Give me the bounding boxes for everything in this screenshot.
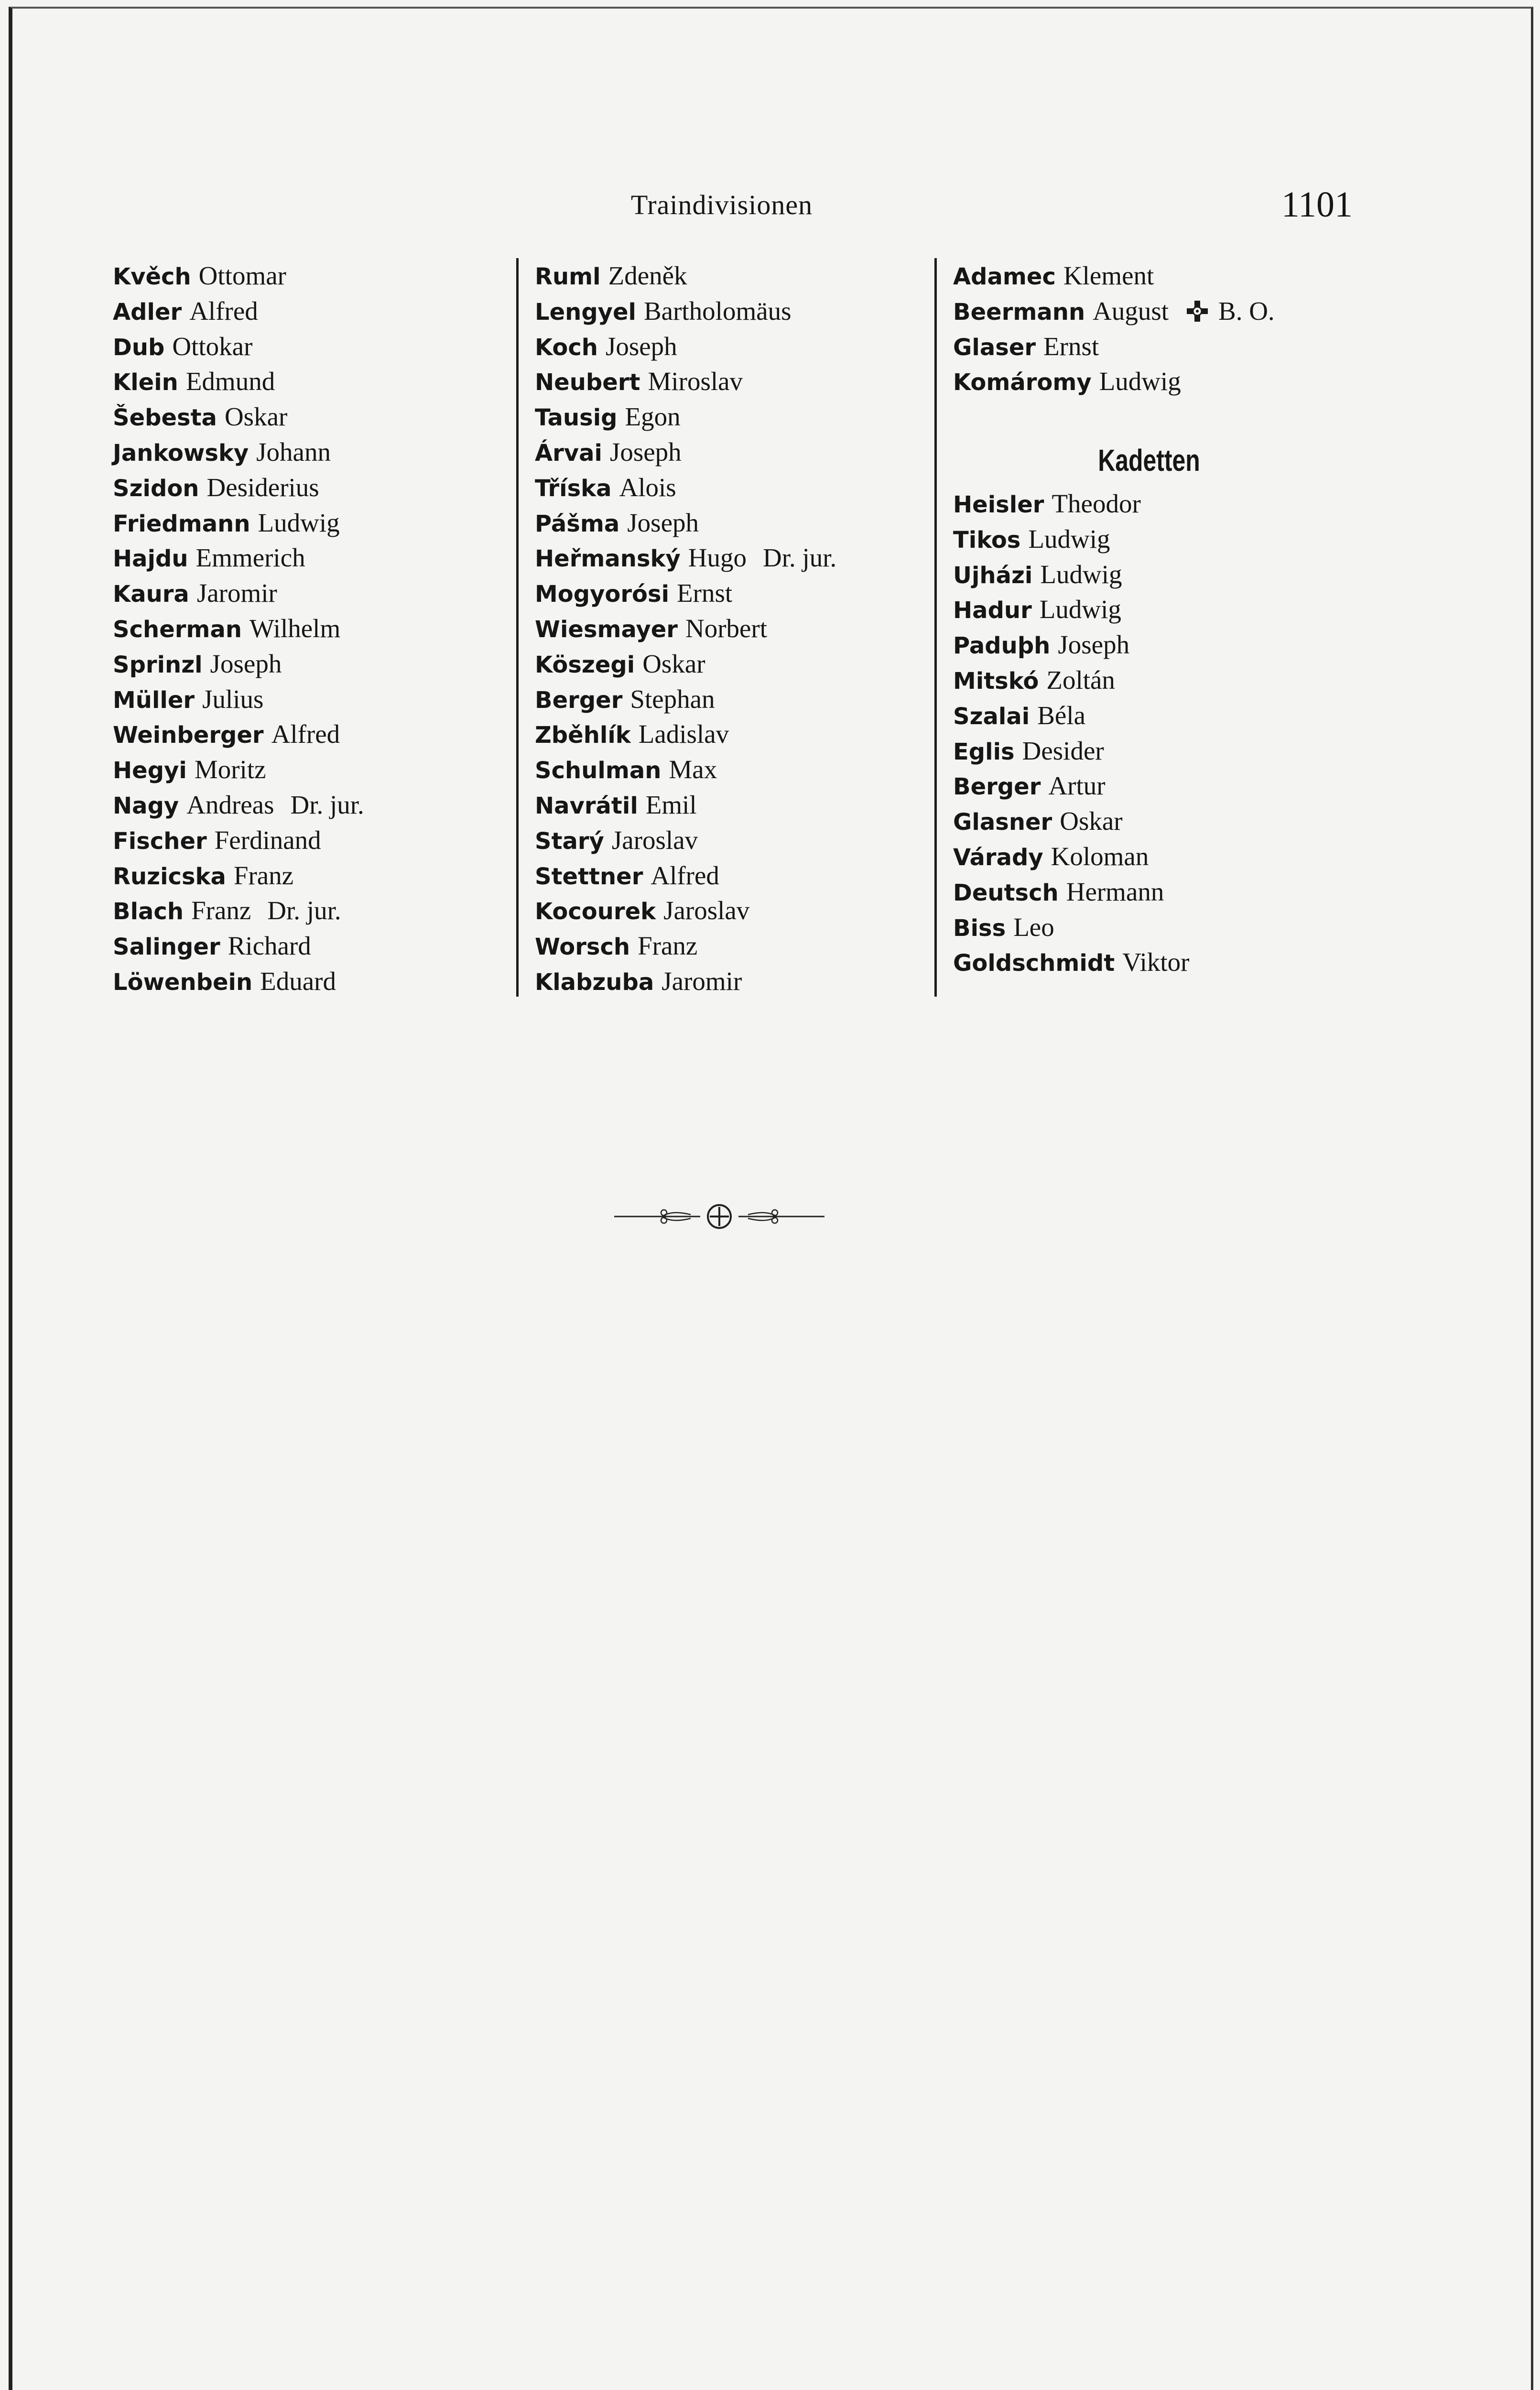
given-name: Egon — [625, 402, 681, 432]
given-name: Béla — [1037, 700, 1085, 730]
surname: Jankowsky — [113, 439, 249, 467]
list-item — [535, 646, 946, 682]
surname: Deutsch — [953, 879, 1059, 906]
list-item — [113, 752, 505, 787]
list-item — [535, 823, 946, 858]
surname: Wiesmayer — [535, 616, 678, 643]
list-item — [535, 964, 946, 999]
surname: Berger — [953, 773, 1041, 801]
given-name: Ludwig — [1040, 559, 1122, 589]
title-suffix: B. O. — [1218, 296, 1275, 326]
surname: Kocourek — [535, 898, 656, 925]
spacer — [953, 399, 1374, 435]
list-item — [535, 293, 946, 329]
given-name: Joseph — [1058, 630, 1130, 660]
list-item — [113, 364, 505, 399]
surname: Tikos — [953, 526, 1021, 554]
list-item — [535, 858, 946, 893]
given-name: August — [1093, 296, 1169, 326]
given-name: Jaromir — [662, 966, 742, 996]
given-name: Jaromir — [196, 578, 277, 608]
surname: Weinberger — [113, 722, 264, 749]
given-name: Artur — [1048, 771, 1106, 801]
list-item — [113, 646, 505, 682]
given-name: Zdeněk — [608, 261, 687, 290]
list-item — [113, 611, 505, 646]
name-column-3 — [934, 258, 1374, 997]
list-item — [953, 364, 1374, 399]
list-item — [953, 557, 1374, 592]
surname: Hegyi — [113, 757, 187, 784]
list-item — [953, 258, 1374, 293]
surname: Ruzicska — [113, 863, 226, 890]
given-name: Ferdinand — [214, 825, 321, 855]
given-name: Emmerich — [195, 543, 305, 573]
surname: Árvai — [535, 439, 602, 467]
list-item — [953, 663, 1374, 698]
surname: Salinger — [113, 934, 220, 961]
given-name: Joseph — [609, 437, 682, 467]
given-name: Richard — [228, 931, 311, 961]
given-name: Ottokar — [172, 331, 253, 361]
list-item — [113, 329, 505, 364]
given-name: Andreas — [186, 790, 274, 819]
given-name: Jaroslav — [663, 896, 750, 925]
list-item — [113, 787, 505, 823]
column-3-bottom-list — [953, 486, 1374, 980]
list-item — [535, 505, 946, 541]
name-column-2 — [516, 258, 946, 997]
title-suffix: Dr. jur. — [290, 790, 364, 819]
given-name: Ludwig — [1039, 595, 1121, 624]
surname: Paduþh — [953, 632, 1051, 660]
given-name: Joseph — [605, 331, 677, 361]
given-name: Joseph — [210, 649, 282, 678]
surname: Heřmanský — [535, 545, 681, 573]
given-name: Joseph — [627, 508, 699, 537]
given-name: Stephan — [630, 684, 715, 714]
given-name: Max — [669, 755, 717, 784]
given-name: Desiderius — [206, 472, 319, 502]
list-item — [113, 258, 505, 293]
list-item — [535, 435, 946, 470]
surname: Klein — [113, 369, 178, 396]
given-name: Edmund — [185, 367, 275, 396]
given-name: Alfred — [651, 860, 719, 890]
list-item — [535, 717, 946, 752]
list-item — [113, 540, 505, 576]
cross-decoration-icon — [1186, 300, 1209, 323]
surname: Müller — [113, 686, 195, 714]
list-item — [953, 945, 1374, 980]
surname: Neubert — [535, 369, 640, 396]
list-item — [535, 364, 946, 399]
surname: Mitskó — [953, 667, 1039, 695]
surname: Klabzuba — [535, 968, 654, 996]
surname: Kaura — [113, 581, 189, 608]
list-item — [113, 682, 505, 717]
surname: Szidon — [113, 475, 199, 502]
given-name: Ladislav — [638, 719, 729, 749]
given-name: Miroslav — [648, 367, 743, 396]
given-name: Julius — [202, 684, 264, 714]
given-name: Alfred — [189, 296, 258, 326]
list-item — [113, 399, 505, 435]
given-name: Hermann — [1066, 877, 1164, 906]
surname: Biss — [953, 914, 1006, 942]
given-name: Leo — [1013, 912, 1054, 942]
list-item — [535, 329, 946, 364]
surname: Fischer — [113, 827, 207, 855]
given-name: Alois — [619, 472, 676, 502]
given-name: Eduard — [260, 966, 336, 996]
page-number: 1101 — [1281, 185, 1353, 225]
surname: Lengyel — [535, 298, 636, 326]
surname: Hajdu — [113, 545, 188, 573]
surname: Szalai — [953, 703, 1030, 730]
section-heading-kadetten: Kadetten — [1098, 443, 1200, 478]
given-name: Ludwig — [1028, 524, 1110, 554]
list-item — [953, 486, 1374, 521]
given-name: Klement — [1063, 261, 1154, 290]
list-item — [953, 768, 1374, 804]
list-item — [953, 592, 1374, 627]
surname: Tausig — [535, 404, 618, 432]
surname: Scherman — [113, 616, 242, 643]
given-name: Wilhelm — [249, 613, 341, 643]
surname: Nagy — [113, 792, 179, 819]
surname: Adler — [113, 298, 182, 326]
list-item — [113, 293, 505, 329]
given-name: Ottomar — [198, 261, 286, 290]
surname: Pášma — [535, 510, 620, 537]
surname: Glasner — [953, 809, 1052, 836]
surname: Löwenbein — [113, 968, 253, 996]
list-item — [535, 576, 946, 611]
given-name: Oskar — [1060, 806, 1123, 836]
surname: Sprinzl — [113, 651, 203, 678]
given-name: Ludwig — [1099, 367, 1181, 396]
given-name: Koloman — [1051, 841, 1149, 871]
list-item — [953, 329, 1374, 364]
surname: Köszegi — [535, 651, 635, 678]
list-item — [113, 505, 505, 541]
list-item — [535, 682, 946, 717]
surname: Worsch — [535, 934, 630, 961]
surname: Adamec — [953, 263, 1056, 290]
list-item — [953, 804, 1374, 839]
list-item — [535, 470, 946, 505]
surname: Komáromy — [953, 369, 1092, 396]
surname: Mogyorósi — [535, 581, 670, 608]
surname: Friedmann — [113, 510, 250, 537]
given-name: Franz — [638, 931, 698, 961]
list-item — [113, 858, 505, 893]
given-name: Alfred — [271, 719, 340, 749]
surname: Stettner — [535, 863, 643, 890]
list-item — [535, 787, 946, 823]
list-item — [953, 733, 1374, 769]
list-item — [535, 540, 946, 576]
title-suffix: Dr. jur. — [267, 896, 341, 925]
list-item — [113, 893, 505, 928]
list-item — [953, 910, 1374, 945]
given-name: Ernst — [677, 578, 733, 608]
given-name: Bartholomäus — [643, 296, 792, 326]
list-item — [113, 823, 505, 858]
list-item — [535, 611, 946, 646]
surname: Beermann — [953, 298, 1085, 326]
list-item — [535, 928, 946, 964]
list-item — [953, 839, 1374, 874]
given-name: Franz — [191, 896, 251, 925]
surname: Várady — [953, 844, 1043, 871]
surname: Zběhlík — [535, 722, 631, 749]
list-item — [535, 752, 946, 787]
list-item — [953, 521, 1374, 557]
given-name: Viktor — [1122, 947, 1190, 977]
given-name: Oskar — [642, 649, 705, 678]
list-item — [535, 258, 946, 293]
list-item — [113, 964, 505, 999]
surname: Navrátil — [535, 792, 638, 819]
surname: Hadur — [953, 597, 1032, 624]
name-column-1 — [113, 258, 505, 999]
surname: Schulman — [535, 757, 662, 784]
given-name: Zoltán — [1046, 665, 1115, 695]
list-item — [953, 293, 1374, 329]
surname: Ruml — [535, 263, 601, 290]
column-3-top-list — [953, 258, 1374, 399]
list-item — [535, 399, 946, 435]
list-item — [953, 874, 1374, 910]
list-item — [953, 698, 1374, 733]
given-name: Emil — [645, 790, 697, 819]
surname: Šebesta — [113, 404, 217, 432]
surname: Berger — [535, 686, 623, 714]
surname: Heisler — [953, 491, 1044, 518]
list-item — [113, 928, 505, 964]
given-name: Ludwig — [258, 508, 340, 537]
list-item — [535, 893, 946, 928]
given-name: Ernst — [1043, 331, 1099, 361]
given-name: Oskar — [224, 402, 288, 432]
surname: Tříska — [535, 475, 612, 502]
list-item — [113, 470, 505, 505]
surname: Eglis — [953, 738, 1015, 765]
surname: Goldschmidt — [953, 950, 1115, 977]
given-name: Norbert — [685, 613, 768, 643]
surname: Dub — [113, 334, 165, 361]
running-head: Traindivisionen — [630, 189, 813, 220]
list-item — [113, 717, 505, 752]
surname: Blach — [113, 898, 184, 925]
given-name: Theodor — [1052, 489, 1141, 518]
surname: Starý — [535, 827, 604, 855]
given-name: Jaroslav — [611, 825, 698, 855]
given-name: Johann — [256, 437, 331, 467]
list-item — [113, 576, 505, 611]
given-name: Hugo — [688, 543, 747, 573]
ornament-divider-icon — [614, 1202, 824, 1231]
title-suffix: Dr. jur. — [763, 543, 837, 573]
given-name: Moritz — [194, 755, 266, 784]
surname: Kvěch — [113, 263, 191, 290]
surname: Glaser — [953, 334, 1036, 361]
given-name: Desider — [1022, 736, 1104, 765]
surname: Koch — [535, 334, 598, 361]
surname: Ujházi — [953, 562, 1033, 589]
list-item — [953, 627, 1374, 663]
given-name: Franz — [233, 860, 294, 890]
list-item — [113, 435, 505, 470]
